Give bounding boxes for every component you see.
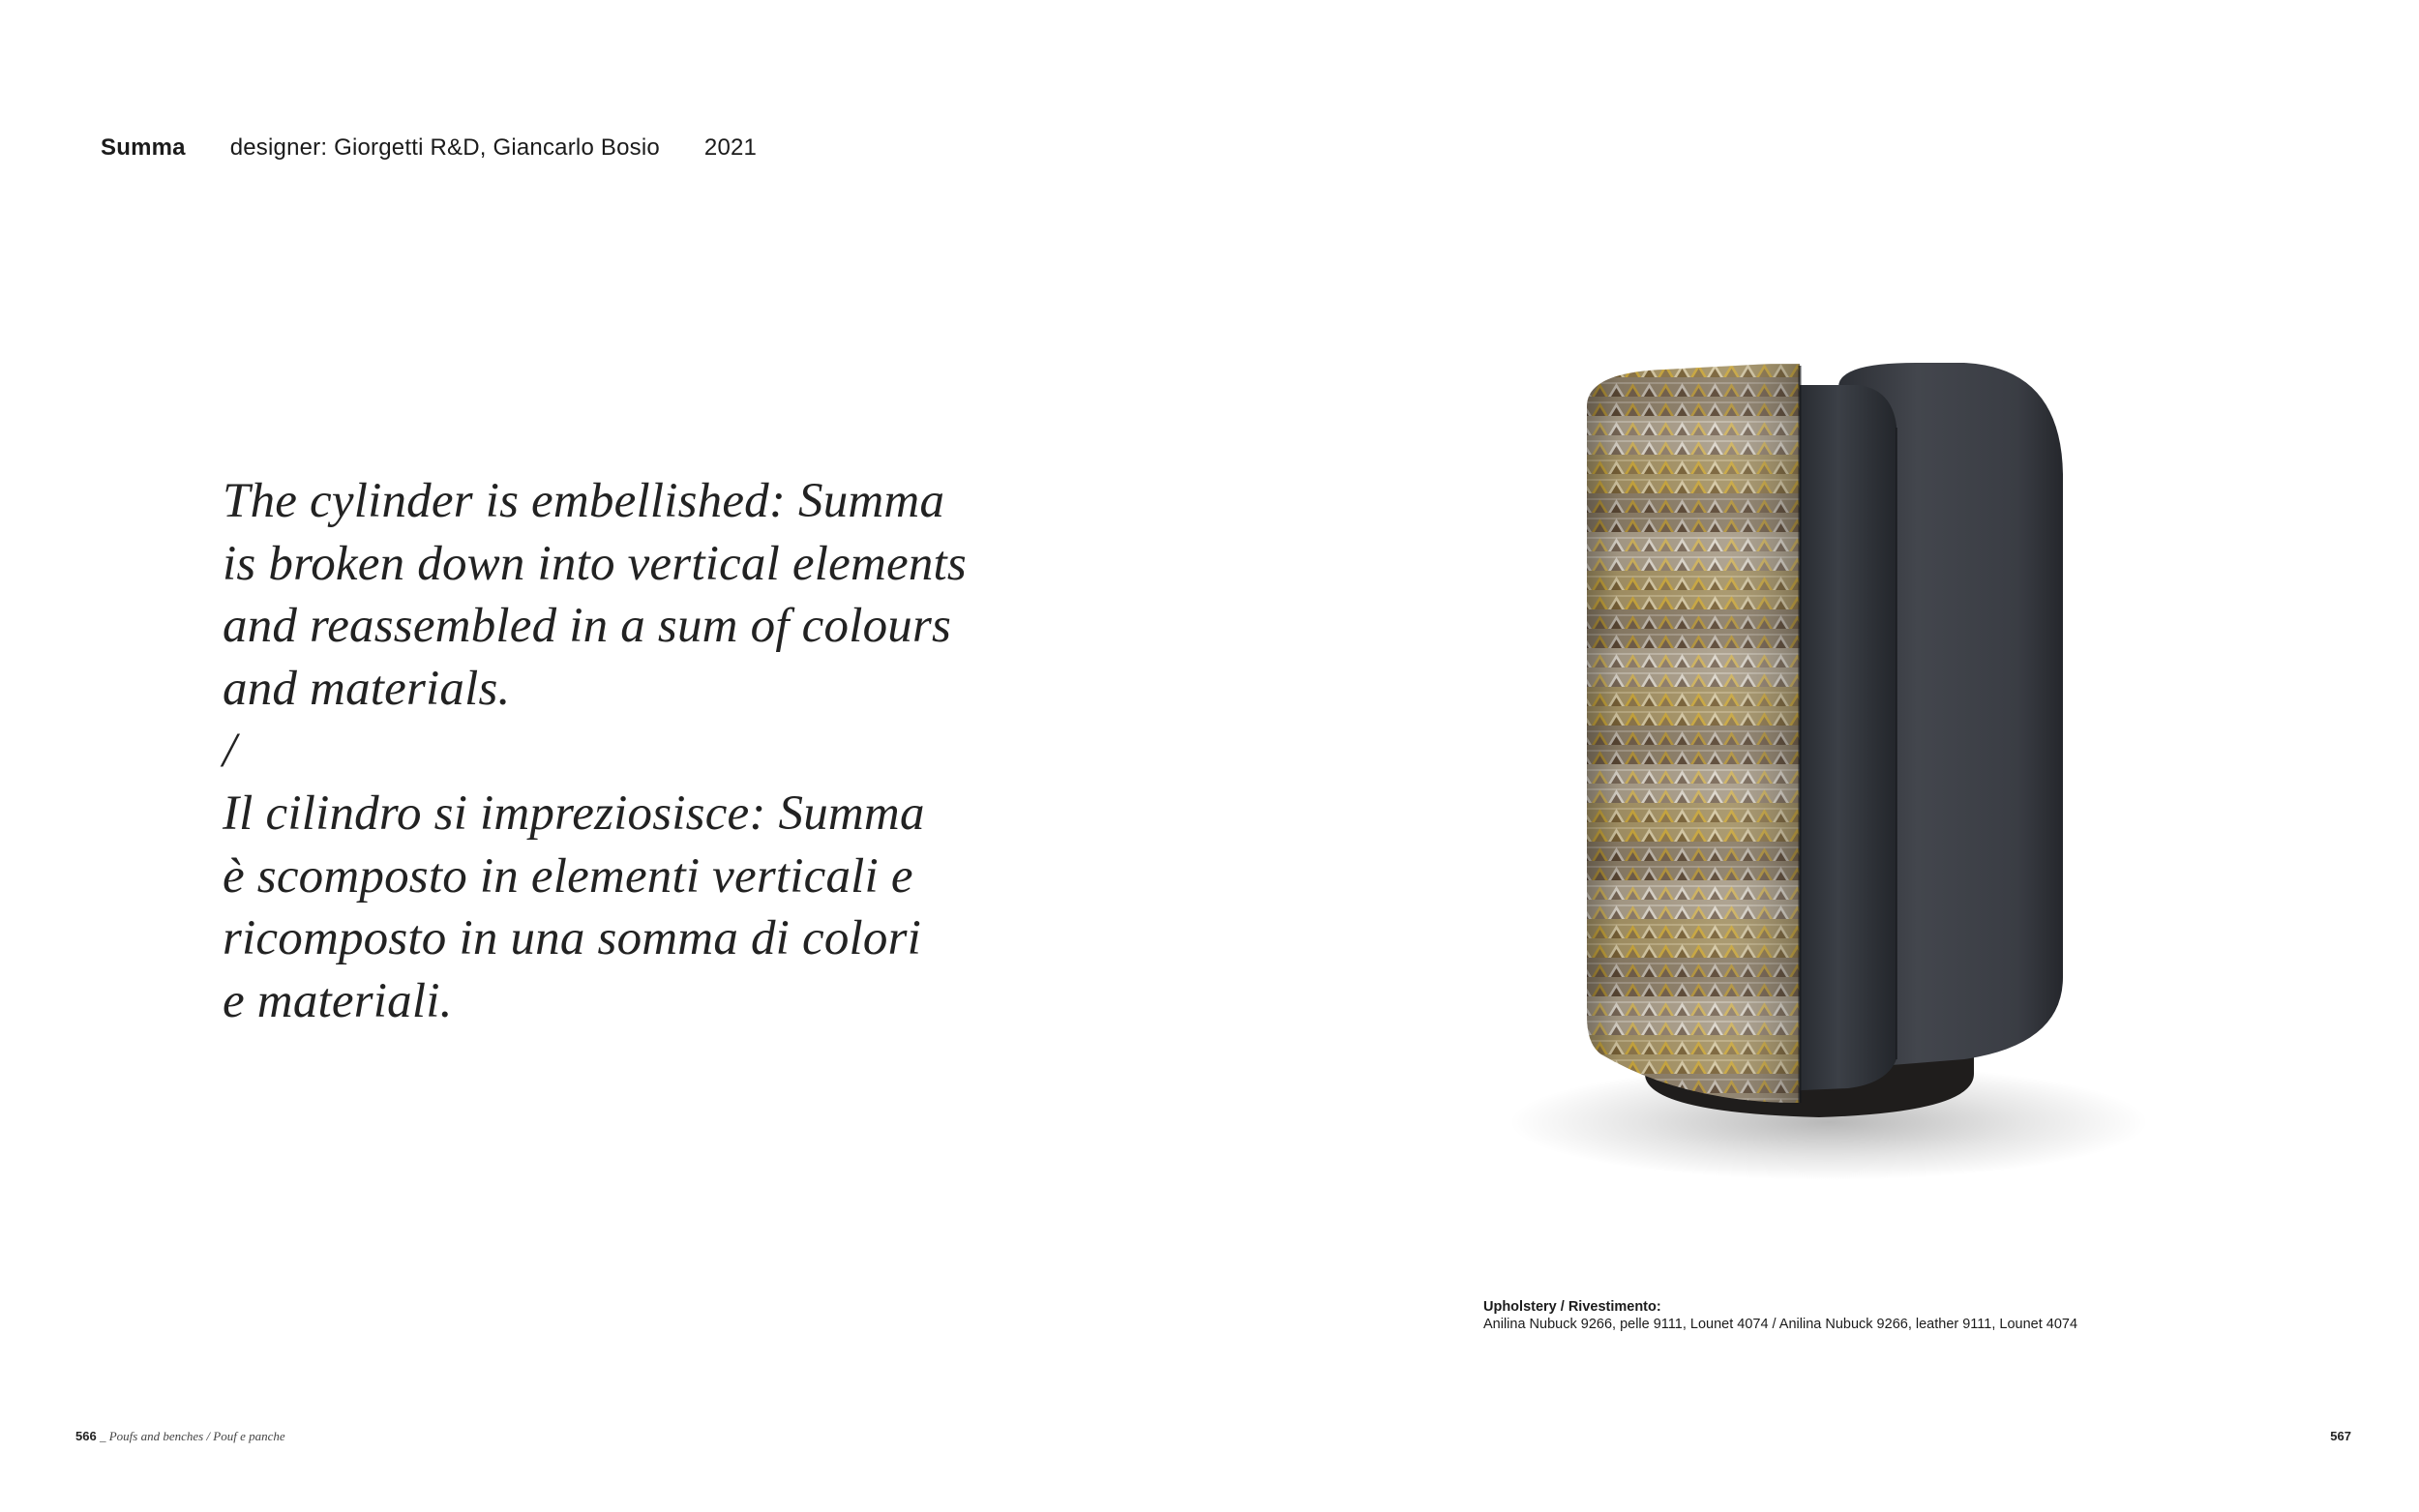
page-number-right: 567 xyxy=(2330,1429,2351,1443)
caption-text: Anilina Nubuck 9266, pelle 9111, Lounet 4074 / Anilina Nubuck 9266, leather 9111, Lounet 4074 xyxy=(1483,1317,2078,1332)
quote-line: ricomposto in una somma di colori xyxy=(223,911,922,966)
fabric-section xyxy=(1577,358,1809,1122)
quote-line: è scomposto in elementi verticali e xyxy=(223,848,913,904)
quote-line: The cylinder is embellished: Summa xyxy=(223,474,945,528)
photo-caption xyxy=(1483,1298,2077,1333)
page-number-left: 566 xyxy=(75,1429,97,1443)
year: 2021 xyxy=(703,134,758,161)
quote-line: and materials. xyxy=(223,661,511,716)
caption-title: Upholstery / Rivestimento: xyxy=(1483,1299,1661,1315)
description-quote xyxy=(223,470,967,1032)
quote-line: and reassembled in a sum of colours xyxy=(223,599,952,654)
quote-line: Il cilindro si impreziosisce: Summa xyxy=(223,786,925,841)
page-header xyxy=(101,134,757,173)
pouf-photo xyxy=(1509,339,2187,1209)
designer-credit: designer: Giorgetti R&D, Giancarlo Bosio xyxy=(229,134,660,161)
product-name: Summa xyxy=(101,134,186,161)
section-title: _ Poufs and benches / Pouf e panche xyxy=(96,1429,285,1443)
quote-line: e materiali. xyxy=(223,973,453,1028)
quote-line: is broken down into vertical elements xyxy=(223,536,967,591)
footer-left xyxy=(75,1429,285,1444)
quote-separator: / xyxy=(223,724,237,779)
